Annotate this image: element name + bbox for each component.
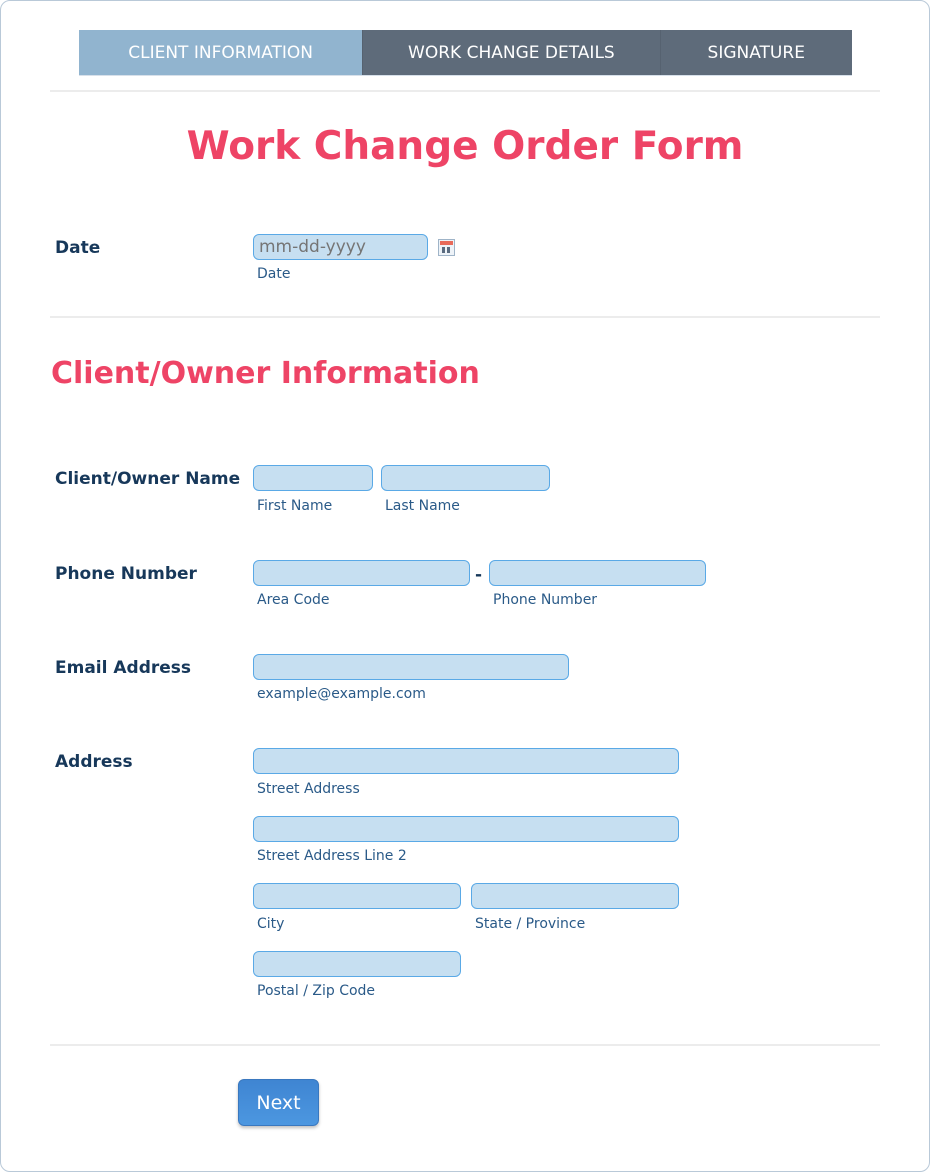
form-tabs [79,30,852,76]
first-name-input[interactable] [253,465,373,491]
last-name-sublabel: Last Name [385,498,460,514]
street-address-input[interactable] [253,748,679,774]
date-input[interactable] [253,234,428,260]
page-title: Work Change Order Form [186,124,744,169]
state-sublabel: State / Province [475,916,586,932]
street-address-sublabel: Street Address [257,781,360,797]
divider [50,316,880,318]
area-code-sublabel: Area Code [257,592,330,608]
divider [50,1044,880,1046]
zip-input[interactable] [253,951,461,977]
city-input[interactable] [253,883,461,909]
address-label: Address [55,752,133,772]
last-name-input[interactable] [381,465,550,491]
tab-client-information[interactable]: CLIENT INFORMATION [79,30,362,75]
area-code-input[interactable] [253,560,470,586]
email-label: Email Address [55,658,192,678]
phone-number-input[interactable] [489,560,706,586]
street-address-line2-sublabel: Street Address Line 2 [257,848,407,864]
state-input[interactable] [471,883,679,909]
email-input[interactable] [253,654,569,680]
city-sublabel: City [257,916,285,932]
date-sublabel: Date [257,266,291,282]
date-label: Date [55,238,101,258]
phone-label: Phone Number [55,564,197,584]
next-button[interactable]: Next [238,1079,319,1126]
client-name-label: Client/Owner Name [55,469,241,489]
tab-work-change-details[interactable]: WORK CHANGE DETAILS [362,30,659,75]
phone-separator: - [475,565,483,585]
email-sublabel: example@example.com [257,686,426,702]
zip-sublabel: Postal / Zip Code [257,983,376,999]
first-name-sublabel: First Name [257,498,333,514]
tab-signature[interactable]: SIGNATURE [660,30,853,75]
street-address-line2-input[interactable] [253,816,679,842]
divider [50,90,880,92]
phone-number-sublabel: Phone Number [493,592,598,608]
calendar-icon[interactable] [438,239,455,256]
section-heading: Client/Owner Information [51,356,480,391]
